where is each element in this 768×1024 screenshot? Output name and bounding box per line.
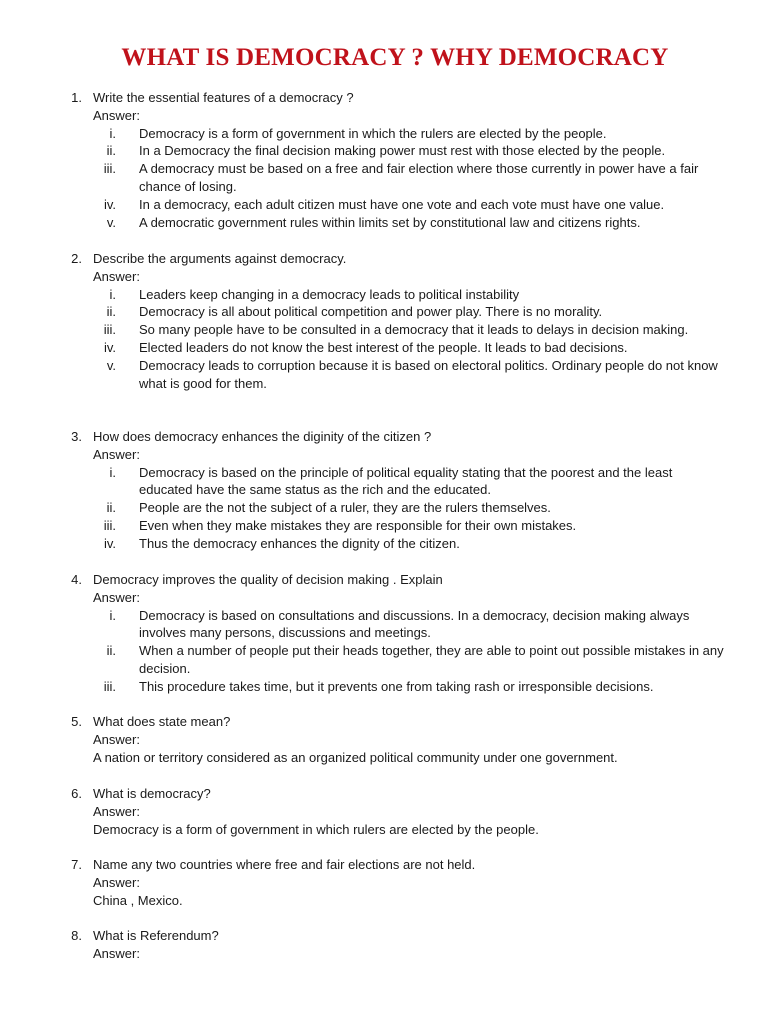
answer-label: Answer: — [93, 945, 140, 961]
question-text: Democracy improves the quality of decision making . Explain — [93, 572, 443, 587]
item-text: In a Democracy the final decision making power must rest with those elected by the people. — [139, 143, 666, 159]
question-block-8 — [0, 927, 768, 963]
question-number: 8. — [71, 928, 82, 943]
item-text: When a number of people put their heads together, they are able to point out possible mistakes in any decision. — [139, 643, 724, 676]
roman-numeral: i. — [109, 286, 116, 302]
roman-numeral: i. — [109, 464, 116, 480]
list-item — [0, 303, 768, 321]
roman-numeral: iv. — [103, 535, 116, 551]
list-item — [0, 196, 768, 214]
answer-label: Answer: — [93, 107, 140, 123]
roman-numeral: ii. — [106, 304, 116, 320]
item-text: Democracy is all about political competition and power play. There is no morality. — [139, 304, 603, 320]
item-text: So many people have to be consulted in a democracy that it leads to delays in decision making. — [139, 322, 689, 338]
answer-label: Answer: — [93, 268, 140, 284]
question-block-7 — [0, 856, 768, 909]
list-item — [0, 125, 768, 143]
question-number: 3. — [71, 429, 82, 444]
item-text: People are the not the subject of a ruler, they are the rulers themselves. — [139, 500, 551, 516]
question-number: 2. — [71, 251, 82, 266]
roman-numeral: iv. — [103, 196, 116, 212]
question-number: 4. — [71, 572, 82, 587]
list-item — [0, 607, 768, 643]
list-item — [0, 160, 768, 196]
list-item — [0, 339, 768, 357]
item-text: Even when they make mistakes they are responsible for their own mistakes. — [139, 517, 577, 533]
answer-label: Answer: — [93, 874, 140, 890]
roman-numeral: iii. — [103, 517, 116, 533]
question-text: Describe the arguments against democracy. — [93, 251, 347, 266]
item-text: A democratic government rules within limits set by constitutional law and citizens rights. — [139, 214, 641, 230]
item-text: Democracy leads to corruption because it is based on electoral politics. Ordinary people do not know what is good for them. — [139, 357, 718, 391]
roman-numeral: ii. — [106, 143, 116, 159]
question-block-5 — [0, 713, 768, 766]
list-item — [0, 517, 768, 535]
list-item — [0, 357, 768, 393]
answer-list — [0, 607, 768, 696]
roman-numeral: v. — [106, 214, 116, 230]
roman-numeral: iii. — [103, 322, 116, 338]
item-text: This procedure takes time, but it prevents one from taking rash or irresponsible decisions. — [139, 678, 654, 694]
question-number: 7. — [71, 857, 82, 872]
answer-label: Answer: — [93, 446, 140, 462]
question-block-4 — [0, 571, 768, 696]
question-block-3 — [0, 428, 768, 553]
question-text: What does state mean? — [93, 714, 231, 729]
question-text: What is Referendum? — [93, 928, 219, 943]
answer-text: A nation or territory considered as an organized political community under one government. — [93, 749, 618, 765]
question-block-2 — [0, 250, 768, 392]
question-text: How does democracy enhances the diginity of the citizen ? — [93, 429, 432, 444]
item-text: Democracy is a form of government in which the rulers are elected by the people. — [139, 125, 607, 141]
list-item — [0, 678, 768, 696]
answer-label: Answer: — [93, 589, 140, 605]
answer-text: China , Mexico. — [93, 892, 183, 908]
list-item — [0, 499, 768, 517]
item-text: Thus the democracy enhances the dignity of the citizen. — [139, 535, 460, 551]
item-text: A democracy must be based on a free and fair election where those currently in power have a fair chance of losing. — [139, 161, 699, 194]
item-text: Elected leaders do not know the best interest of the people. It leads to bad decisions. — [139, 339, 628, 355]
roman-numeral: iii. — [103, 678, 116, 694]
question-number: 5. — [71, 714, 82, 729]
list-item — [0, 286, 768, 304]
item-text: Democracy is based on the principle of political equality stating that the poorest and the least educated have the same status as the rich and the educated. — [139, 464, 673, 498]
list-item — [0, 642, 768, 678]
roman-numeral: iv. — [103, 339, 116, 355]
question-block-6 — [0, 785, 768, 838]
roman-numeral: iii. — [103, 161, 116, 177]
list-item — [0, 214, 768, 232]
answer-list — [0, 286, 768, 393]
question-text: Write the essential features of a democracy ? — [93, 90, 354, 105]
question-number: 6. — [71, 786, 82, 801]
answer-label: Answer: — [93, 803, 140, 819]
answer-list — [0, 464, 768, 553]
answer-text: Democracy is a form of government in which rulers are elected by the people. — [93, 821, 539, 837]
roman-numeral: ii. — [106, 643, 116, 659]
roman-numeral: i. — [109, 125, 116, 141]
item-text: Democracy is based on consultations and discussions. In a democracy, decision making always involves many persons, discussions and meetings. — [139, 607, 690, 641]
roman-numeral: v. — [106, 357, 116, 373]
answer-list — [0, 125, 768, 232]
roman-numeral: ii. — [106, 500, 116, 516]
answer-label: Answer: — [93, 731, 140, 747]
list-item — [0, 464, 768, 500]
list-item — [0, 321, 768, 339]
item-text: In a democracy, each adult citizen must have one vote and each vote must have one value. — [139, 196, 665, 212]
question-text: Name any two countries where free and fair elections are not held. — [93, 857, 476, 872]
question-number: 1. — [71, 90, 82, 105]
item-text: Leaders keep changing in a democracy leads to political instability — [139, 286, 520, 302]
question-text: What is democracy? — [93, 786, 211, 801]
page-title: WHAT IS DEMOCRACY ? WHY DEMOCRACY — [121, 44, 669, 71]
question-block-1 — [0, 89, 768, 231]
roman-numeral: i. — [109, 607, 116, 623]
list-item — [0, 142, 768, 160]
list-item — [0, 535, 768, 553]
